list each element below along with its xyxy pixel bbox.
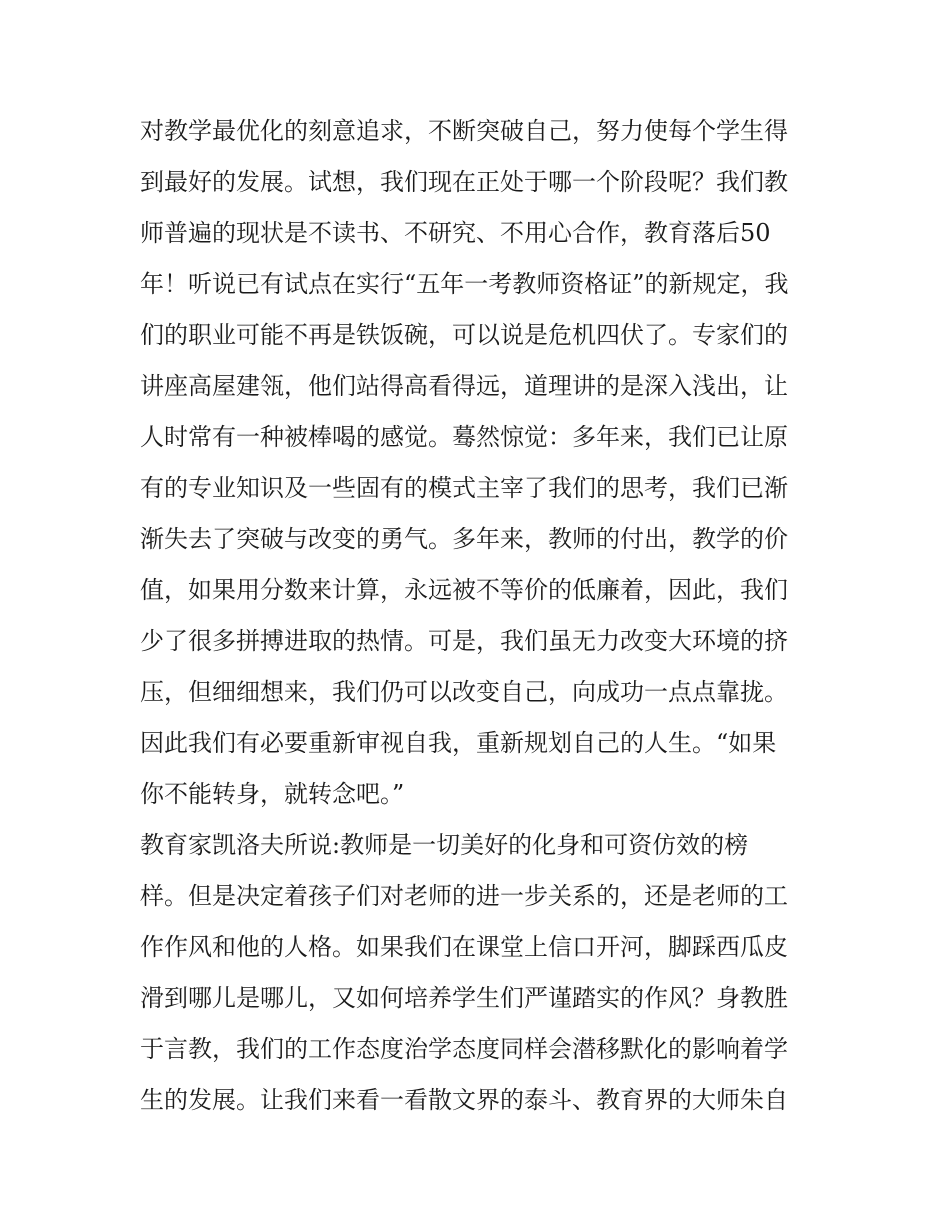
- text-line: 教育家凯洛夫所说:教师是一切美好的化身和可资仿效的榜: [140, 831, 749, 859]
- text-line: 对教学最优化的刻意追求，不断突破自己，努力使每个学生得: [140, 117, 788, 145]
- text-line: 生的发展。让我们来看一看散文界的泰斗、教育界的大师朱自: [140, 1086, 788, 1114]
- text-line: 有的专业知识及一些固有的模式主宰了我们的思考，我们已渐: [140, 474, 788, 502]
- text-line: 作作风和他的人格。如果我们在课堂上信口开河，脚踩西瓜皮: [140, 933, 788, 961]
- text-line: 到最好的发展。试想，我们现在正处于哪一个阶段呢？我们教: [140, 168, 788, 196]
- text-line: 滑到哪儿是哪儿，又如何培养学生们严谨踏实的作风？身教胜: [140, 984, 788, 1012]
- text-line: 们的职业可能不再是铁饭碗，可以说是危机四伏了。专家们的: [140, 321, 788, 349]
- text-line: 压，但细细想来，我们仍可以改变自己，向成功一点点靠拢。: [140, 678, 788, 706]
- text-line: 样。但是决定着孩子们对老师的进一步关系的，还是老师的工: [140, 882, 788, 910]
- text-line: 讲座高屋建瓴，他们站得高看得远，道理讲的是深入浅出，让: [140, 372, 788, 400]
- body-text: [140, 106, 820, 1126]
- text-line: 因此我们有必要重新审视自我，重新规划自己的人生。“如果: [140, 729, 777, 757]
- text-line: 渐失去了突破与改变的勇气。多年来，教师的付出，教学的价: [140, 525, 788, 553]
- text-line: 于言教，我们的工作态度治学态度同样会潜移默化的影响着学: [140, 1035, 788, 1063]
- text-line: 你不能转身，就转念吧。”: [140, 780, 405, 808]
- text-line: 人时常有一种被棒喝的感觉。蓦然惊觉：多年来，我们已让原: [140, 423, 788, 451]
- text-line: 值，如果用分数来计算，永远被不等价的低廉着，因此，我们: [140, 576, 788, 604]
- text-line: 年！听说已有试点在实行“五年一考教师资格证”的新规定，我: [140, 270, 789, 298]
- text-line: 少了很多拼搏进取的热情。可是，我们虽无力改变大环境的挤: [140, 627, 788, 655]
- text-line: 师普遍的现状是不读书、不研究、不用心合作，教育落后50: [140, 219, 771, 247]
